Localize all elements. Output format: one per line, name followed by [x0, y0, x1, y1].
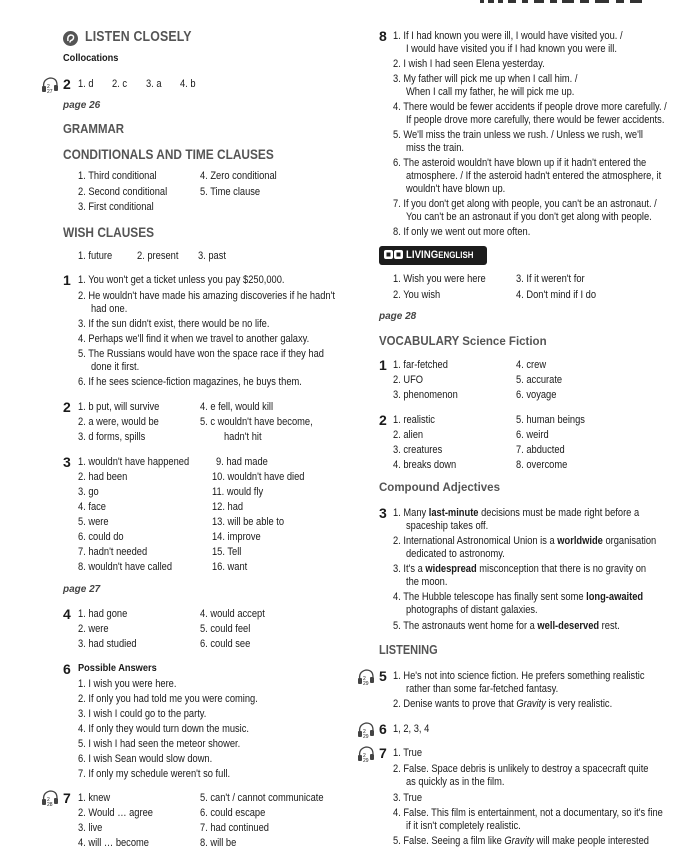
ex6-item: 4. If only they would turn down the music. — [78, 723, 250, 735]
ex3-item: 15. Tell — [212, 546, 242, 558]
audio-track-icon — [357, 745, 377, 768]
ex8-line: If people drove more carefully, there would be fewer accidents. — [406, 114, 665, 126]
listening-5-number: 5 — [379, 668, 387, 684]
ex6-item: 1. I wish you were here. — [78, 678, 177, 690]
v2-item: 4. breaks down — [393, 459, 457, 471]
living-item: 1. Wish you were here — [393, 273, 486, 285]
v1-item: 6. voyage — [516, 389, 557, 401]
ex6-item: 7. If only my schedule weren't so full. — [78, 768, 231, 780]
v2-item: 6. weird — [516, 429, 549, 441]
ex3-item: 6. could do — [78, 531, 124, 543]
svg-text:2: 2 — [363, 753, 366, 759]
svg-text:2: 2 — [47, 797, 50, 803]
v2-item: 8. overcome — [516, 459, 568, 471]
ex8-line: 8. If only we went out more often. — [393, 226, 531, 238]
ex8-line: miss the train. — [406, 142, 465, 154]
living-item: 4. Don't mind if I do — [516, 289, 597, 301]
l6-answers: 1, 2, 3, 4 — [393, 723, 430, 735]
ex3-item: 3. go — [78, 486, 99, 498]
living-item: 3. If it weren't for — [516, 273, 585, 285]
ex3-item: 9. had made — [216, 456, 268, 468]
ex2b-item: 3. d forms, spills — [78, 431, 146, 443]
ex2b-item: hadn't hit — [224, 431, 262, 443]
page-27-label: page 27 — [63, 584, 101, 595]
ex4-item: 5. could feel — [200, 623, 251, 635]
svg-text:2: 2 — [363, 729, 366, 735]
collocations-label: Collocations — [63, 52, 119, 64]
wish-clauses-heading: WISH CLAUSES — [63, 225, 155, 240]
svg-text:2: 2 — [363, 676, 366, 682]
ex1-line: done it first. — [91, 361, 140, 373]
audio-track-icon — [357, 668, 377, 691]
c3-line: photographs of distant galaxies. — [406, 604, 538, 616]
living-item: 2. You wish — [393, 289, 441, 301]
c3-line: 4. The Hubble telescope has finally sent some long-awaited — [393, 591, 644, 603]
svg-text:2: 2 — [47, 84, 50, 90]
exercise-7-number: 7 — [63, 790, 71, 806]
ex8-line: 7. If you don't get along with people, you can't be an astronaut. / — [393, 198, 657, 210]
c3-line: the moon. — [406, 576, 448, 588]
v2-item: 5. human beings — [516, 414, 585, 426]
c3-line: dedicated to astronomy. — [406, 548, 505, 560]
ex3-item: 10. wouldn't have died — [212, 471, 305, 483]
ex8-line: I would have visited you if I had known you were ill. — [406, 43, 617, 55]
ex6-item: 5. I wish I had seen the meteor shower. — [78, 738, 241, 750]
ex7-item: 6. could escape — [200, 807, 266, 819]
listen-closely-title: LISTEN CLOSELY — [85, 29, 192, 45]
ex3-item: 16. want — [212, 561, 248, 573]
vocabulary-heading — [379, 332, 547, 350]
svg-text:29: 29 — [363, 681, 369, 686]
compound-adjectives-heading: Compound Adjectives — [379, 482, 500, 494]
page-26-label: page 26 — [63, 100, 101, 111]
ex1-line: 5. The Russians would have won the space race if they had — [78, 348, 324, 360]
compound-3-number: 3 — [379, 505, 387, 521]
l5-line: 2. Denise wants to prove that Gravity is very realistic. — [393, 698, 613, 710]
v1-item: 3. phenomenon — [393, 389, 458, 401]
ex3-item: 5. were — [78, 516, 109, 528]
svg-text:29: 29 — [363, 734, 369, 739]
v1-item: 4. crew — [516, 359, 547, 371]
ex3-item: 1. wouldn't have happened — [78, 456, 190, 468]
ex4-item: 3. had studied — [78, 638, 137, 650]
ex4-item: 6. could see — [200, 638, 251, 650]
ex2b-item: 5. c wouldn't have become, — [200, 416, 313, 428]
ex4-item: 4. would accept — [200, 608, 265, 620]
c3-line: spaceship takes off. — [406, 520, 489, 532]
l7-line: 2. False. Space debris is unlikely to destroy a spacecraft quite — [393, 763, 649, 775]
ex1-line: 6. If he sees science-fiction magazines, he buys them. — [78, 376, 302, 388]
listening-heading: LISTENING — [379, 643, 438, 657]
l7-line: if it isn't completely realistic. — [406, 820, 521, 832]
possible-answers-label: Possible Answers — [78, 662, 157, 674]
ex8-line: atmosphere. / If the asteroid hadn't entered the atmosphere, it — [406, 170, 662, 182]
c3-line: 1. Many last-minute decisions must be made right before a — [393, 507, 640, 519]
conditionals-heading: CONDITIONALS AND TIME CLAUSES — [63, 147, 274, 162]
ex3-item: 4. face — [78, 501, 106, 513]
cond-item: 4. Zero conditional — [200, 170, 277, 182]
vocab-2-number: 2 — [379, 412, 387, 428]
ex7-item: 1. knew — [78, 792, 111, 804]
exercise-4-number: 4 — [63, 606, 71, 622]
ex6-item: 6. I wish Sean would slow down. — [78, 753, 213, 765]
cond-item: 1. Third conditional — [78, 170, 157, 182]
living-label: LIVING — [406, 249, 439, 261]
cond-item: 3. First conditional — [78, 201, 154, 213]
listening-7-number: 7 — [379, 745, 387, 761]
listening-6-number: 6 — [379, 721, 387, 737]
grammar-heading: GRAMMAR — [63, 121, 125, 136]
vocabulary-label: VOCABULARY — [379, 333, 460, 348]
ex1-line: 2. He wouldn't have made his amazing discoveries if he hadn't — [78, 290, 335, 302]
ex2b-item: 4. e fell, would kill — [200, 401, 274, 413]
cut-off-header — [480, 0, 660, 5]
v2-item: 3. creatures — [393, 444, 443, 456]
ex2-item: 4. b — [180, 78, 196, 90]
cond-item: 2. Second conditional — [78, 186, 168, 198]
ex8-line: wouldn't have blown up. — [406, 183, 506, 195]
ex2b-item: 2. a were, would be — [78, 416, 159, 428]
ex3-item: 7. hadn't needed — [78, 546, 148, 558]
l7-line: 3. True — [393, 792, 423, 804]
exercise-6-number: 6 — [63, 661, 71, 677]
ex7-item: 7. had continued — [200, 822, 269, 834]
ex7-item: 5. can't / cannot communicate — [200, 792, 324, 804]
ex8-line: 1. If I had known you were ill, I would have visited you. / — [393, 30, 623, 42]
ex3-item: 12. had — [212, 501, 244, 513]
v2-item: 7. abducted — [516, 444, 565, 456]
ex3-item: 2. had been — [78, 471, 128, 483]
v1-item: 1. far-fetched — [393, 359, 448, 371]
ex8-line: 4. There would be fewer accidents if people drove more carefully. / — [393, 101, 667, 113]
ex8-line: When I call my father, he will pick me up. — [406, 86, 575, 98]
science-fiction-label: Science Fiction — [462, 336, 547, 348]
v2-item: 1. realistic — [393, 414, 435, 426]
wish-item: 1. future — [78, 250, 113, 262]
ex1-line: 3. If the sun didn't exist, there would be no life. — [78, 318, 270, 330]
audio-track-icon — [357, 721, 377, 744]
l7-line: 1. True — [393, 747, 423, 759]
v1-item: 2. UFO — [393, 374, 424, 386]
ex8-line: 6. The asteroid wouldn't have blown up if it hadn't entered the — [393, 157, 647, 169]
ex4-item: 2. were — [78, 623, 109, 635]
ex3-item: 11. would fly — [212, 486, 264, 498]
v2-item: 2. alien — [393, 429, 424, 441]
l7-line: 4. False. This film is entertainment, not a documentary, so it's fine — [393, 807, 663, 819]
ex8-line: 5. We'll miss the train unless we rush. / Unless we rush, we'll — [393, 129, 644, 141]
c3-line: 2. International Astronomical Union is a worldwide organisation — [393, 535, 657, 547]
ex3-item: 8. wouldn't have called — [78, 561, 173, 573]
ex7-item: 3. live — [78, 822, 103, 834]
audio-track-icon — [41, 76, 61, 99]
english-label: ENGLISH — [438, 250, 474, 260]
ex7-item: 8. will be — [200, 837, 237, 849]
ex2-item: 2. c — [112, 78, 128, 90]
wish-item: 3. past — [198, 250, 226, 262]
page-28-label: page 28 — [379, 311, 417, 322]
audio-track-icon — [41, 789, 61, 812]
c3-line: 5. The astronauts went home for a well-deserved rest. — [393, 620, 620, 632]
exercise-2b-number: 2 — [63, 399, 71, 415]
wish-item: 2. present — [137, 250, 179, 262]
ex8-line: 3. My father will pick me up when I call him. / — [393, 73, 578, 85]
svg-text:27: 27 — [47, 89, 53, 94]
cond-item: 5. Time clause — [200, 186, 261, 198]
svg-text:28: 28 — [47, 802, 53, 807]
l7-line: 5. False. Seeing a film like Gravity will make people interested — [393, 835, 649, 847]
ex1-line: had one. — [91, 303, 128, 315]
l5-line: 1. He's not into science fiction. He prefers something realistic — [393, 670, 645, 682]
ex7-item: 2. Would … agree — [78, 807, 153, 819]
exercise-8-number: 8 — [379, 28, 387, 44]
ex2-item: 1. d — [78, 78, 94, 90]
exercise-2-number: 2 — [63, 76, 71, 92]
ex2b-item: 1. b put, will survive — [78, 401, 160, 413]
ex1-line: 4. Perhaps we'll find it when we travel to another galaxy. — [78, 333, 310, 345]
ex8-line: You can't be an astronaut if you don't get along with people. — [406, 211, 652, 223]
vocab-1-number: 1 — [379, 357, 387, 373]
l7-line: as quickly as in the film. — [406, 776, 505, 788]
ex7-item: 4. will … become — [78, 837, 149, 849]
v1-item: 5. accurate — [516, 374, 563, 386]
ex3-item: 14. improve — [212, 531, 261, 543]
exercise-3-number: 3 — [63, 454, 71, 470]
c3-line: 3. It's a widespread misconception that there is no gravity on — [393, 563, 647, 575]
speech-bubbles-icon — [384, 249, 404, 267]
ex1-line: 1. You won't get a ticket unless you pay $250,000. — [78, 274, 285, 286]
l5-line: rather than some far-fetched fantasy. — [406, 683, 559, 695]
exercise-1-number: 1 — [63, 272, 71, 288]
ex2-item: 3. a — [146, 78, 162, 90]
ear-icon — [62, 30, 79, 52]
svg-text:29: 29 — [363, 758, 369, 763]
living-english-badge — [379, 246, 487, 265]
ex6-item: 3. I wish I could go to the party. — [78, 708, 207, 720]
ex6-item: 2. If only you had told me you were coming. — [78, 693, 258, 705]
ex4-item: 1. had gone — [78, 608, 128, 620]
ex8-line: 2. I wish I had seen Elena yesterday. — [393, 58, 545, 70]
ex3-item: 13. will be able to — [212, 516, 285, 528]
